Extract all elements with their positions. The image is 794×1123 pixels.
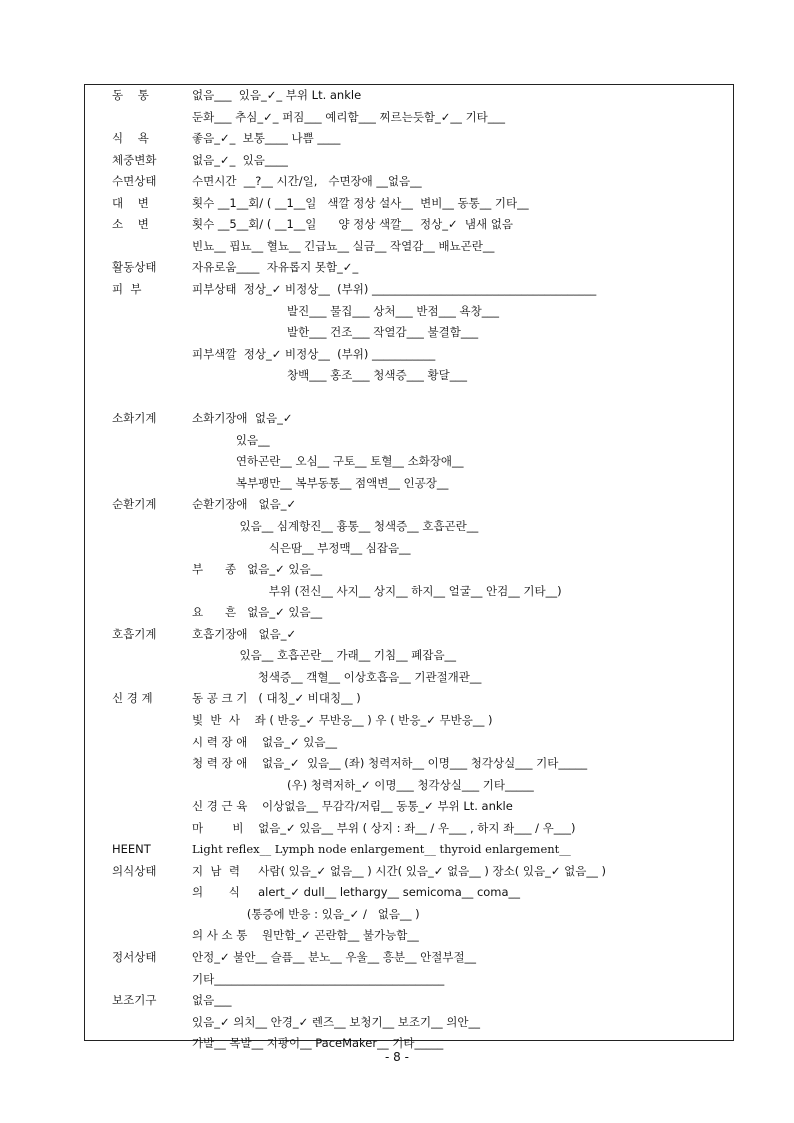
row-label: 활동상태 (112, 260, 157, 274)
row-text: 있음__ 심계항진__ 흉통__ 청색증__ 호흡곤란__ (192, 519, 479, 533)
row-label: 순환기계 (112, 497, 157, 511)
row-text: 없음_✓_ 있음____ (192, 153, 288, 167)
row-text: 빛 반 사 좌 ( 반응_✓ 무반응__ ) 우 ( 반응_✓ 무반응__ ) (192, 713, 493, 727)
row-text: 피부상태 정상_✓ 비정상__ (부위) _______________________________________ (192, 282, 597, 296)
row-label: 수면상태 (112, 174, 157, 188)
row-text: 부 종 없음_✓ 있음__ (192, 562, 323, 576)
row-label: 보조기구 (112, 993, 157, 1007)
row-text: 횟수 __5__회/ ( __1__일 양 정상 색깔__ 정상_✓ 냄새 없음 (192, 217, 514, 231)
page-number: - 8 - (385, 1050, 409, 1064)
row-text: 신 경 근 육 이상없음__ 무감각/저림__ 동통_✓ 부위 Lt. ankle (192, 799, 513, 813)
row-text: 횟수 __1__회/ ( __1__일 색깔 정상 설사__ 변비__ 동통__ 기타__ (192, 196, 529, 210)
row-text: 없음___ (192, 993, 232, 1007)
row-text: 안정_✓ 불안__ 슬픔__ 분노__ 우울__ 흥분__ 안절부절__ (192, 950, 477, 964)
row-text: 청색증__ 객혈__ 이상호흡음__ 기관절개관__ (192, 670, 482, 684)
row-label: 대 변 (112, 196, 149, 210)
row-label: 의식상태 (112, 864, 157, 878)
row-text: 발진___ 물집___ 상처___ 반점___ 욕창___ (192, 304, 500, 318)
row-text: 식은땀__ 부정맥__ 심잡음__ (192, 541, 411, 555)
row-text: 의 사 소 통 원만함_✓ 곤란함__ 불가능함__ (192, 928, 419, 942)
row-text: 가발__ 목발__ 지팡이__ PaceMaker__ 기타_____ (192, 1036, 444, 1050)
row-text: 순환기장애 없음_✓ (192, 497, 297, 511)
row-label: 호흡기계 (112, 627, 157, 641)
row-text: 부위 (전신__ 사지__ 상지__ 하지__ 얼굴__ 안검__ 기타__) (192, 584, 562, 598)
row-label: 피 부 (112, 282, 142, 296)
row-text: 좋음_✓_ 보통____ 나쁨 ____ (192, 131, 341, 145)
row-label: 동 통 (112, 88, 149, 102)
row-text: 시 력 장 애 없음_✓ 있음__ (192, 735, 338, 749)
row-text: 소화기장애 없음_✓ (192, 411, 293, 425)
row-label: 소화기계 (112, 411, 157, 425)
row-text: 있음_✓ 의치__ 안경_✓ 렌즈__ 보청기__ 보조기__ 의안__ (192, 1015, 480, 1029)
row-text: 자유로움____ 자유롭지 못함_✓_ (192, 260, 359, 274)
row-text: (우) 청력저하_✓ 이명___ 청각상실___ 기타_____ (192, 778, 534, 792)
row-text: Light reflex__ Lymph node enlargement__ thyroid enlargement__ (192, 842, 571, 856)
row-text: 청 력 장 애 없음_✓ 있음__ (좌) 청력저하__ 이명___ 청각상실___ 기타_____ (192, 756, 588, 770)
row-text: 창백___ 홍조___ 청색증___ 황달___ (192, 368, 467, 382)
row-text: 복부팽만__ 복부동통__ 점액변__ 인공장__ (192, 476, 449, 490)
row-text: 수면시간 __?__ 시간/일, 수면장애 __없음__ (192, 174, 422, 188)
row-text: 빈뇨__ 핍뇨__ 혈뇨__ 긴급뇨__ 실금__ 작열감__ 배뇨곤란__ (192, 239, 495, 253)
row-text: 동 공 크 기 ( 대칭_✓ 비대칭__ ) (192, 691, 361, 705)
row-text: 지 남 력 사람( 있음_✓ 없음__ ) 시간( 있음_✓ 없음__ ) 장소( 있음_✓ 없음__ ) (192, 864, 606, 878)
row-text: 피부색깔 정상_✓ 비정상__ (부위) ___________ (192, 347, 436, 361)
row-text: 없음___ 있음_✓_ 부위 Lt. ankle (192, 88, 362, 102)
row-text: 있음__ (192, 433, 270, 447)
row-text: 마 비 없음_✓ 있음__ 부위 ( 상지 : 좌__ / 우___ , 하지 좌___ / 우___) (192, 821, 576, 835)
row-label: 소 변 (112, 217, 149, 231)
row-label: 식 욕 (112, 131, 149, 145)
row-text: 둔화___ 추심_✓_ 퍼짐___ 예리함___ 찌르는듯함_✓__ 기타___ (192, 110, 506, 124)
row-text: 있음__ 호흡곤란__ 가래__ 기침__ 폐잡음__ (192, 648, 457, 662)
row-text: (통증에 반응 : 있음_✓ / 없음__ ) (192, 907, 420, 921)
row-text: 연하곤란__ 오심__ 구토__ 토혈__ 소화장애__ (192, 454, 464, 468)
row-label: 체중변화 (112, 153, 157, 167)
row-text: 요 흔 없음_✓ 있음__ (192, 605, 323, 619)
row-text: 호흡기장애 없음_✓ (192, 627, 297, 641)
row-text: 발한___ 건조___ 작열감___ 불결함___ (192, 325, 479, 339)
row-label: HEENT (112, 842, 151, 856)
row-text: 기타________________________________________ (192, 972, 445, 986)
row-text: 의 식 alert_✓ dull__ lethargy__ semicoma__ coma__ (192, 885, 521, 899)
row-label: 신 경 계 (112, 691, 153, 705)
row-label: 정서상태 (112, 950, 157, 964)
